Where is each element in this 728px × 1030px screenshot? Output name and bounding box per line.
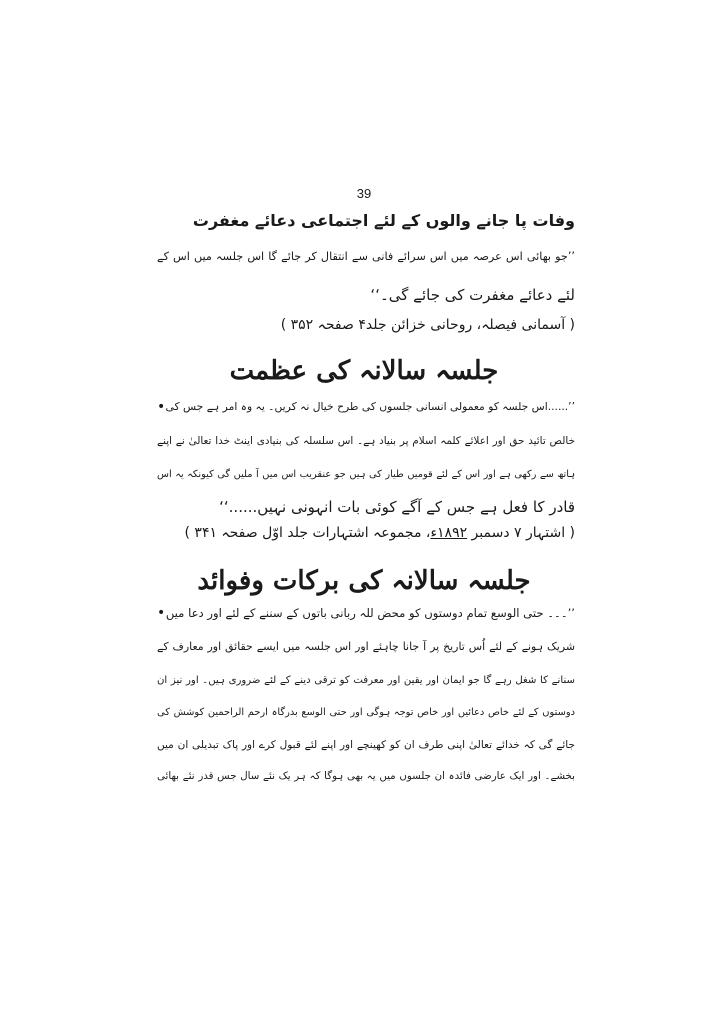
reference-citation: ( آسمانی فیصلہ، روحانی خزائن جلد۴ صفحہ ۳۵۲ ): [280, 317, 575, 333]
paragraph-line: ’’......اس جلسہ کو معمولی انسانی جلسوں کی طرح خیال نہ کریں۔ یہ وہ امر ہے جس کی: [165, 400, 575, 413]
section-prayer-for-deceased: [157, 210, 575, 333]
paragraph-line: خالص تائید حق اور اعلائے کلمہ اسلام پر بنیاد ہے۔ اس سلسلہ کی بنیادی اینٹ خدا تعالیٰ نے اپنے: [157, 435, 575, 447]
paragraph-line: ہاتھ سے رکھی ہے اور اس کے لئے قومیں طیار کی ہیں جو عنقریب اس میں آ ملیں گی کیونکہ یہ اس: [157, 469, 575, 480]
paragraph-line: سنانے کا شغل رہے گا جو ایمان اور یقین اور معرفت کو ترقی دینے کے لئے ضروری ہیں۔ اور نیز ان: [157, 675, 575, 686]
paragraph-line: قادر کا فعل ہے جس کے آگے کوئی بات انہونی نہیں......‘‘: [219, 498, 575, 516]
paragraph-line: دوستوں کے لئے خاص دعائیں اور خاص توجہ ہوگی اور حتی الوسع بدرگاہ ارحم الراحمین کوشش کی: [157, 707, 575, 718]
paragraph-line: جائے گی کہ خدائے تعالیٰ اپنی طرف ان کو کھینچے اور اپنے لئے قبول کرے اور پاک تبدیلی ان میں: [157, 739, 575, 751]
paragraph-line: لئے دعائے مغفرت کی جائے گی۔‘‘: [370, 286, 575, 304]
section-greatness: [157, 396, 575, 556]
heading-greatness-of-jalsa: جلسہ سالانہ کی عظمت: [229, 356, 499, 386]
bullet-icon: •: [157, 605, 166, 621]
paragraph-line: ’’جو بھائی اس عرصہ میں اس سرائے فانی سے انتقال کر جائے گا اس جلسہ میں اس کے: [157, 250, 575, 263]
heading-blessings-of-jalsa: جلسہ سالانہ کی برکات وفوائد: [197, 566, 531, 596]
paragraph-line: شریک ہونے کے لئے اُس تاریخ پر آ جانا چاہئے اور اس جلسہ میں ایسے حقائق اور معارف کے: [157, 640, 575, 653]
subheading-prayer-for-deceased: وفات پا جانے والوں کے لئے اجتماعی دعائے مغفرت: [192, 211, 575, 230]
section-blessings: [157, 602, 575, 812]
reference-text: ( اشتہار ۷ دسمبر: [467, 525, 575, 541]
paragraph-line: ’’۔۔۔ حتی الوسع تمام دوستوں کو محض للہ ربانی باتوں کے سننے کے لئے اور دعا میں: [165, 606, 575, 620]
bullet-icon: •: [157, 399, 166, 415]
reference-text: ، مجموعہ اشتہارات جلد اوّل صفحہ ۳۴۱ ): [184, 525, 431, 541]
paragraph-line: بخشے۔ اور ایک عارضی فائدہ ان جلسوں میں یہ بھی ہوگا کہ ہر یک نئے سال جس قدر نئے بھائی: [157, 771, 575, 782]
reference-year: ۱۸۹۲ء: [430, 525, 468, 541]
page-number: 39: [356, 186, 372, 201]
reference-citation: [185, 522, 576, 544]
